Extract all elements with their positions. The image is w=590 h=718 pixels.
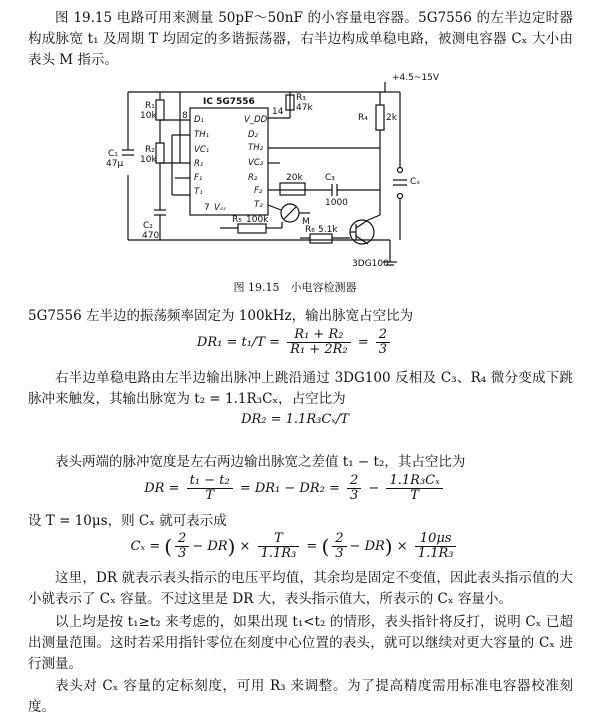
svg-text:5.1k: 5.1k [318,225,338,235]
svg-text:3DG100: 3DG100 [352,259,389,269]
svg-text:C₂: C₂ [143,221,153,231]
svg-text:T₂: T₂ [254,200,263,210]
svg-text:TH₁: TH₁ [194,130,209,140]
circuit-diagram [0,0,590,275]
svg-text:Cₓ: Cₓ [410,177,421,187]
svg-text:R₁: R₁ [194,159,204,169]
svg-text:R₂: R₂ [248,173,258,183]
paragraph-2: 右半边单稳电路由左半边输出脉冲上跳沿通过 3DG100 反相及 C₃、R₄ 微分变成下跳脉冲来触发，其输出脉宽为 t₂ = 1.1R₃Cₓ，占空比为 [28,370,573,407]
svg-text:D₂: D₂ [248,130,258,140]
svg-text:R₃: R₃ [296,93,306,103]
svg-text:F₂: F₂ [254,186,263,196]
paragraph-5: 这里，DR 就表示表头指示的电压平均值，其余均是固定不变值，因此表头指示值的大小就表示了 Cₓ 容量。不过这里是 DR 大，表头指示值大，所表示的 Cₓ 容量小。 [28,570,573,607]
intro-paragraph: 图 19.15 电路可用来测量 50pF～50nF 的小容量电容器。5G7556 的左半边定时器构成脉宽 t₁ 及周期 T 均固定的多谐振荡器，右半边构成单稳电路，被测电容器 Cₓ 大小由表头 M 指示。 [28,10,573,68]
svg-text:C₃: C₃ [325,173,335,183]
svg-text:20k: 20k [286,173,303,183]
svg-text:1000: 1000 [325,198,348,208]
equation-3: DR = $\frac{\text{t₁ − t₂}}{T}$ = DR₁ − DR₂ = $\frac{2}{3}$ − $\frac{\text{1.1R₃Cₓ}}{T}$ [0,474,590,503]
svg-text:47μ: 47μ [106,159,124,169]
svg-text:R₅: R₅ [232,215,242,225]
svg-text:R₄: R₄ [358,113,368,123]
svg-text:D₁: D₁ [194,115,204,125]
equation-2: DR₂ = 1.1R₃Cₓ/T [241,412,349,427]
svg-text:VC₁: VC₁ [194,145,210,155]
svg-text:100k: 100k [246,215,269,225]
svg-text:10k: 10k [140,155,157,165]
equation-4: Cₓ = ( $\frac{2}{3}$ − DR) × $\frac{T}{\text{1.1R₃}}$ = ( $\frac{2}{3}$ − DR) × $\frac{10\mu s}{\text{1.1R₃}}$ [0,532,590,561]
svg-text:IC 5G7556: IC 5G7556 [203,97,255,107]
svg-text:R₆: R₆ [305,225,315,235]
paragraph-7: 表头对 Cₓ 容量的定标刻度，可用 R₃ 来调整。为了提高精度需用标准电容器校准刻度。 [28,678,573,715]
svg-text:2k: 2k [386,113,397,123]
svg-text:8: 8 [182,111,188,121]
figure-caption: 图 19.15 小电容检测器 [233,281,357,294]
svg-text:V_DD: V_DD [244,115,268,125]
svg-text:470: 470 [142,231,160,241]
svg-text:T₁: T₁ [194,187,203,197]
svg-text:R₂: R₂ [145,145,155,155]
svg-text:TH₂: TH₂ [248,143,263,153]
svg-text:M: M [302,217,310,227]
paragraph-4: 设 T = 10μs，则 Cₓ 就可表示成 [28,513,227,529]
svg-text:R₁: R₁ [145,101,155,111]
svg-text:+4.5~15V: +4.5~15V [392,73,440,83]
svg-text:7: 7 [204,203,210,213]
svg-text:Vₛₛ: Vₛₛ [214,203,227,213]
svg-text:14: 14 [272,107,284,117]
svg-text:VC₂: VC₂ [248,158,264,168]
svg-text:F₁: F₁ [194,173,203,183]
paragraph-1: 5G7556 左半边的振荡频率固定为 100kHz，输出脉宽占空比为 [28,308,414,324]
svg-text:10k: 10k [140,111,157,121]
svg-text:47k: 47k [296,103,313,113]
paragraph-6: 以上均是按 t₁≥t₂ 来考虑的，如果出现 t₁<t₂ 的情形，表头指针将反打，说明 Cₓ 已超出测量范围。这时若采用指针零位在刻度中心位置的表头，就可以继续对更大容量的 Cₓ 进行测量。 [28,614,573,672]
svg-text:C₁: C₁ [108,149,118,159]
paragraph-3: 表头两端的脉冲宽度是左右两边输出脉宽之差值 t₁ − t₂，其占空比为 [55,454,466,470]
equation-1: DR₁ = t₁/T = $\frac{\text{R₁ + R₂}}{\text{R₁ + 2R₂}}$ = $\frac{2}{3}$ [0,328,590,357]
